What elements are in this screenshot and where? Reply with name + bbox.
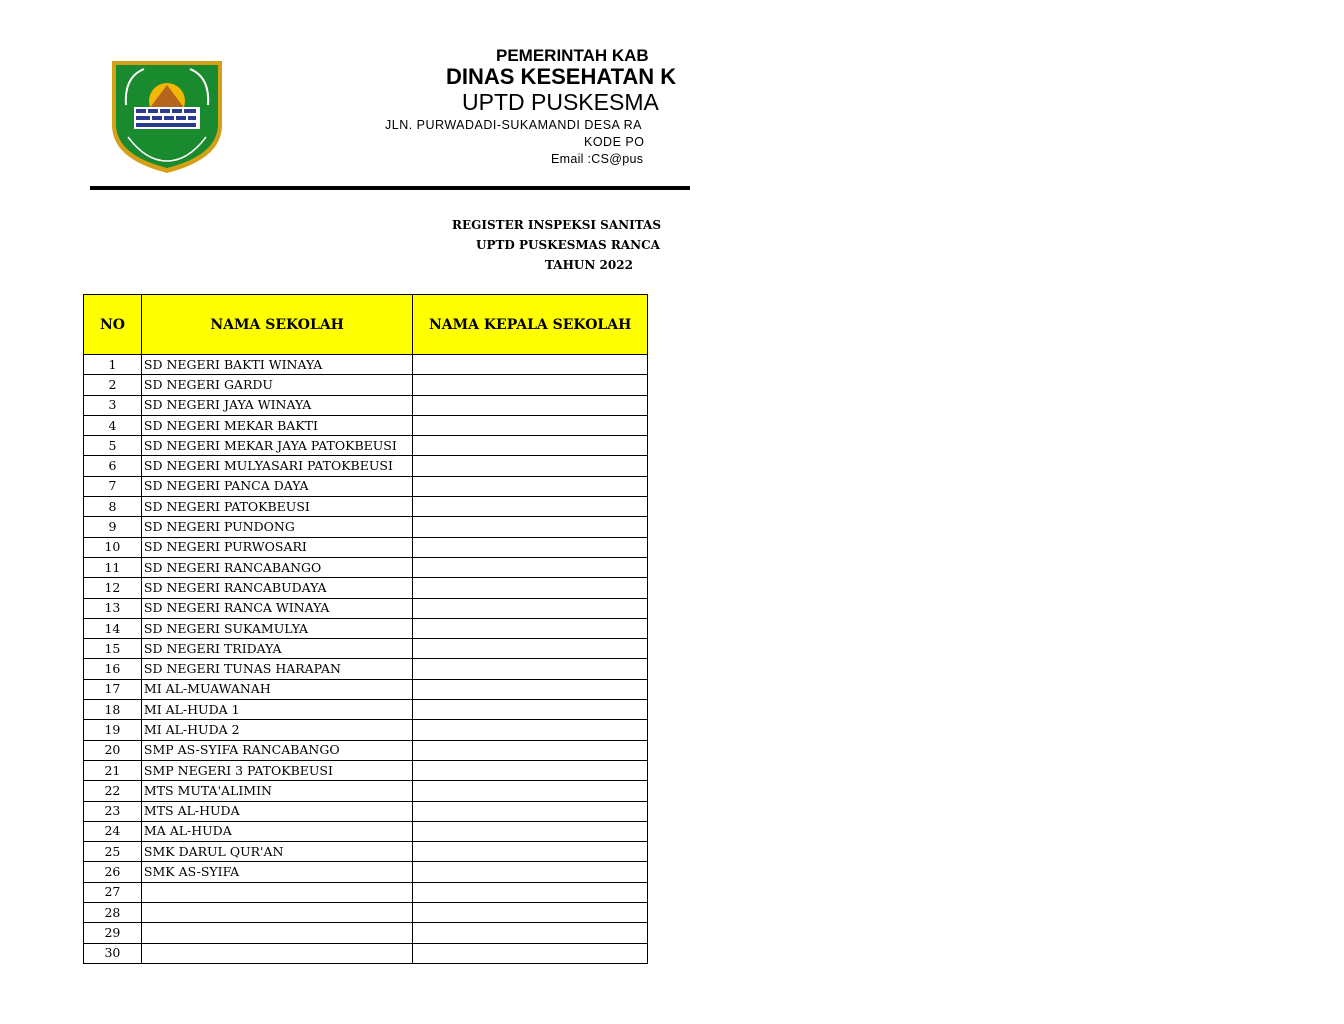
table-row bbox=[84, 923, 648, 943]
row-number-cell: 2 bbox=[84, 375, 142, 395]
row-number-cell: 22 bbox=[84, 781, 142, 801]
letterhead-address: JLN. PURWADADI-SUKAMANDI DESA RA bbox=[385, 118, 643, 132]
school-name-cell: SD NEGERI PUNDONG bbox=[141, 517, 412, 537]
school-name-cell: SD NEGERI PATOKBEUSI bbox=[141, 497, 412, 517]
principal-name-cell bbox=[413, 923, 648, 943]
table-row bbox=[84, 760, 648, 780]
table-row bbox=[84, 578, 648, 598]
table-row bbox=[84, 639, 648, 659]
table-row bbox=[84, 801, 648, 821]
header-principal-name: NAMA KEPALA SEKOLAH bbox=[413, 295, 648, 355]
table-row bbox=[84, 781, 648, 801]
row-number-cell: 8 bbox=[84, 497, 142, 517]
school-name-cell: SD NEGERI TUNAS HARAPAN bbox=[141, 659, 412, 679]
school-name-cell: MTS MUTA'ALIMIN bbox=[141, 781, 412, 801]
row-number-cell: 17 bbox=[84, 679, 142, 699]
principal-name-cell bbox=[413, 557, 648, 577]
school-name-cell bbox=[141, 903, 412, 923]
table-row bbox=[84, 355, 648, 375]
school-name-cell: MI AL-HUDA 2 bbox=[141, 720, 412, 740]
table-row bbox=[84, 659, 648, 679]
school-name-cell: SMP AS-SYIFA RANCABANGO bbox=[141, 740, 412, 760]
header-no: NO bbox=[84, 295, 142, 355]
table-header-row bbox=[84, 295, 648, 355]
row-number-cell: 13 bbox=[84, 598, 142, 618]
school-name-cell: SD NEGERI MEKAR BAKTI bbox=[141, 415, 412, 435]
row-number-cell: 11 bbox=[84, 557, 142, 577]
table-row bbox=[84, 903, 648, 923]
row-number-cell: 12 bbox=[84, 578, 142, 598]
pemda-logo-emblem bbox=[106, 55, 228, 177]
school-name-cell: MTS AL-HUDA bbox=[141, 801, 412, 821]
school-name-cell: SD NEGERI SUKAMULYA bbox=[141, 618, 412, 638]
letterhead-unit: UPTD PUSKESMA bbox=[462, 89, 659, 115]
table-row bbox=[84, 375, 648, 395]
school-name-cell: SD NEGERI RANCABANGO bbox=[141, 557, 412, 577]
principal-name-cell bbox=[413, 842, 648, 862]
school-name-cell: SD NEGERI RANCA WINAYA bbox=[141, 598, 412, 618]
row-number-cell: 5 bbox=[84, 436, 142, 456]
row-number-cell: 24 bbox=[84, 821, 142, 841]
principal-name-cell bbox=[413, 537, 648, 557]
row-number-cell: 15 bbox=[84, 639, 142, 659]
principal-name-cell bbox=[413, 679, 648, 699]
table-row bbox=[84, 395, 648, 415]
table-row bbox=[84, 821, 648, 841]
school-name-cell: SD NEGERI MEKAR JAYA PATOKBEUSI bbox=[141, 436, 412, 456]
register-year: TAHUN 2022 bbox=[545, 258, 633, 272]
principal-name-cell bbox=[413, 618, 648, 638]
principal-name-cell bbox=[413, 395, 648, 415]
table-row bbox=[84, 740, 648, 760]
principal-name-cell bbox=[413, 456, 648, 476]
header-school-name: NAMA SEKOLAH bbox=[141, 295, 412, 355]
table-row bbox=[84, 720, 648, 740]
register-subtitle: UPTD PUSKESMAS RANCA bbox=[476, 238, 660, 252]
principal-name-cell bbox=[413, 903, 648, 923]
school-name-cell: SD NEGERI GARDU bbox=[141, 375, 412, 395]
row-number-cell: 16 bbox=[84, 659, 142, 679]
letterhead-divider bbox=[90, 186, 690, 190]
principal-name-cell bbox=[413, 375, 648, 395]
principal-name-cell bbox=[413, 760, 648, 780]
school-name-cell: SD NEGERI RANCABUDAYA bbox=[141, 578, 412, 598]
principal-name-cell bbox=[413, 781, 648, 801]
school-name-cell: MA AL-HUDA bbox=[141, 821, 412, 841]
school-name-cell bbox=[141, 943, 412, 963]
principal-name-cell bbox=[413, 355, 648, 375]
table-row bbox=[84, 882, 648, 902]
school-register-table bbox=[83, 294, 648, 964]
row-number-cell: 26 bbox=[84, 862, 142, 882]
principal-name-cell bbox=[413, 740, 648, 760]
principal-name-cell bbox=[413, 476, 648, 496]
table-row bbox=[84, 436, 648, 456]
row-number-cell: 18 bbox=[84, 700, 142, 720]
table-row bbox=[84, 456, 648, 476]
principal-name-cell bbox=[413, 578, 648, 598]
principal-name-cell bbox=[413, 882, 648, 902]
principal-name-cell bbox=[413, 821, 648, 841]
school-name-cell: SD NEGERI BAKTI WINAYA bbox=[141, 355, 412, 375]
table-row bbox=[84, 862, 648, 882]
school-name-cell: SD NEGERI MULYASARI PATOKBEUSI bbox=[141, 456, 412, 476]
principal-name-cell bbox=[413, 639, 648, 659]
table-row bbox=[84, 618, 648, 638]
table-row bbox=[84, 943, 648, 963]
table-row bbox=[84, 415, 648, 435]
table-row bbox=[84, 700, 648, 720]
principal-name-cell bbox=[413, 598, 648, 618]
letterhead-postal-code: KODE PO bbox=[584, 135, 645, 149]
school-name-cell: MI AL-MUAWANAH bbox=[141, 679, 412, 699]
principal-name-cell bbox=[413, 943, 648, 963]
school-name-cell bbox=[141, 923, 412, 943]
principal-name-cell bbox=[413, 497, 648, 517]
row-number-cell: 25 bbox=[84, 842, 142, 862]
row-number-cell: 20 bbox=[84, 740, 142, 760]
table-row bbox=[84, 679, 648, 699]
table-row bbox=[84, 517, 648, 537]
row-number-cell: 1 bbox=[84, 355, 142, 375]
table-row bbox=[84, 476, 648, 496]
row-number-cell: 28 bbox=[84, 903, 142, 923]
school-name-cell: SMK DARUL QUR'AN bbox=[141, 842, 412, 862]
row-number-cell: 27 bbox=[84, 882, 142, 902]
row-number-cell: 6 bbox=[84, 456, 142, 476]
row-number-cell: 29 bbox=[84, 923, 142, 943]
letterhead-department: DINAS KESEHATAN K bbox=[446, 64, 677, 89]
table-row bbox=[84, 537, 648, 557]
table-row bbox=[84, 598, 648, 618]
principal-name-cell bbox=[413, 436, 648, 456]
school-name-cell: SMK AS-SYIFA bbox=[141, 862, 412, 882]
row-number-cell: 10 bbox=[84, 537, 142, 557]
principal-name-cell bbox=[413, 517, 648, 537]
row-number-cell: 19 bbox=[84, 720, 142, 740]
table-row bbox=[84, 842, 648, 862]
school-name-cell: SD NEGERI JAYA WINAYA bbox=[141, 395, 412, 415]
row-number-cell: 7 bbox=[84, 476, 142, 496]
table-row bbox=[84, 497, 648, 517]
principal-name-cell bbox=[413, 700, 648, 720]
principal-name-cell bbox=[413, 801, 648, 821]
letterhead-government: PEMERINTAH KAB bbox=[496, 46, 649, 65]
school-name-cell: SMP NEGERI 3 PATOKBEUSI bbox=[141, 760, 412, 780]
table-row bbox=[84, 557, 648, 577]
school-name-cell: MI AL-HUDA 1 bbox=[141, 700, 412, 720]
row-number-cell: 9 bbox=[84, 517, 142, 537]
principal-name-cell bbox=[413, 659, 648, 679]
row-number-cell: 21 bbox=[84, 760, 142, 780]
principal-name-cell bbox=[413, 862, 648, 882]
school-name-cell: SD NEGERI PURWOSARI bbox=[141, 537, 412, 557]
register-title: REGISTER INSPEKSI SANITAS bbox=[452, 218, 661, 232]
row-number-cell: 23 bbox=[84, 801, 142, 821]
row-number-cell: 14 bbox=[84, 618, 142, 638]
school-name-cell bbox=[141, 882, 412, 902]
principal-name-cell bbox=[413, 415, 648, 435]
school-name-cell: SD NEGERI PANCA DAYA bbox=[141, 476, 412, 496]
row-number-cell: 30 bbox=[84, 943, 142, 963]
row-number-cell: 4 bbox=[84, 415, 142, 435]
letterhead-email: Email :CS@pus bbox=[551, 152, 644, 166]
school-name-cell: SD NEGERI TRIDAYA bbox=[141, 639, 412, 659]
principal-name-cell bbox=[413, 720, 648, 740]
row-number-cell: 3 bbox=[84, 395, 142, 415]
